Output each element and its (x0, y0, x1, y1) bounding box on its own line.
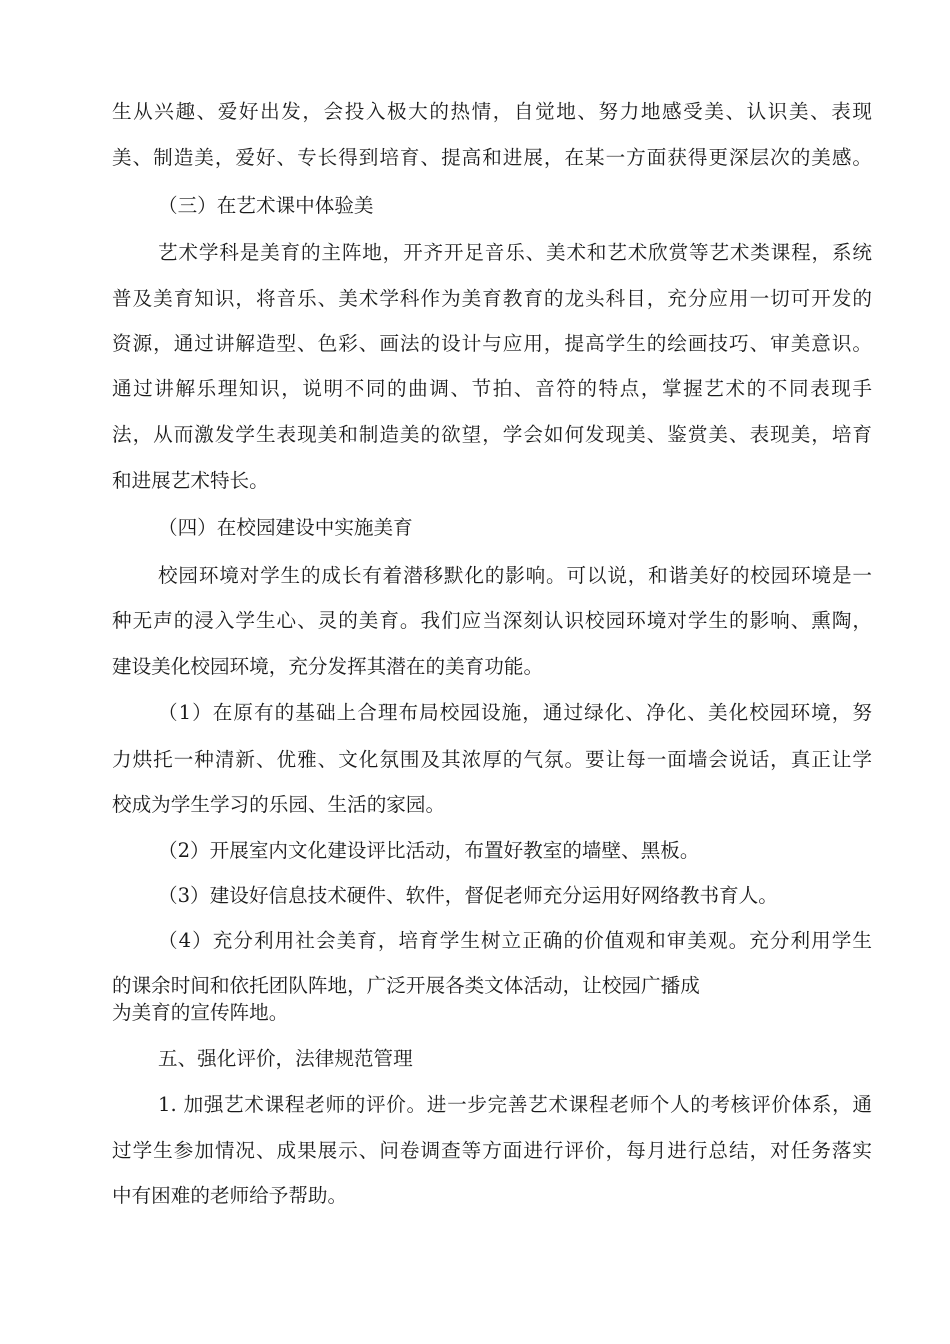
text-line: 力烘托一种清新、优雅、文化氛围及其浓厚的气氛。要让每一面墙会说话，真正让学 (112, 748, 872, 771)
text-line: 过学生参加情况、成果展示、问卷调查等方面进行评价，每月进行总结，对任务落实 (112, 1139, 872, 1162)
text-line: 生从兴趣、爱好出发，会投入极大的热情，自觉地、努力地感受美、认识美、表现 (112, 100, 872, 123)
text-line: 资源，通过讲解造型、色彩、画法的设计与应用，提高学生的绘画技巧、审美意识。 (112, 332, 872, 355)
list-item-1: （1）在原有的基础上合理布局校园设施，通过绿化、净化、美化校园环境，努 (158, 701, 872, 724)
list-item-2: （2）开展室内文化建设评比活动，布置好教室的墙壁、黑板。 (158, 839, 700, 862)
text-line: 校园环境对学生的成长有着潜移默化的影响。可以说，和谐美好的校园环境是一 (158, 564, 872, 587)
text-line: 中有困难的老师给予帮助。 (112, 1184, 348, 1207)
section-heading: （四）在校园建设中实施美育 (158, 516, 413, 539)
list-item-3: （3）建设好信息技术硬件、软件，督促老师充分运用好网络教书育人。 (158, 884, 778, 907)
text-line: 艺术学科是美育的主阵地，开齐开足音乐、美术和艺术欣赏等艺术类课程，系统 (158, 241, 872, 264)
text-line: 通过讲解乐理知识，说明不同的曲调、节拍、音符的特点，掌握艺术的不同表现手 (112, 377, 872, 400)
text-line: 种无声的浸入学生心、灵的美育。我们应当深刻认识校园环境对学生的影响、熏陶， (112, 609, 872, 632)
text-line: 美、制造美，爱好、专长得到培育、提高和进展，在某一方面获得更深层次的美感。 (112, 146, 872, 169)
text-line: 1. 加强艺术课程老师的评价。进一步完善艺术课程老师个人的考核评价体系，通 (158, 1093, 872, 1116)
text-line: 为美育的宣传阵地。 (112, 1001, 289, 1024)
list-item-4: （4）充分利用社会美育，培育学生树立正确的价值观和审美观。充分利用学生 (158, 929, 872, 952)
section-heading: （三）在艺术课中体验美 (158, 194, 374, 217)
text-line: 普及美育知识，将音乐、美术学科作为美育教育的龙头科目，充分应用一切可开发的 (112, 287, 872, 310)
text-line: 和进展艺术特长。 (112, 469, 269, 492)
text-line: 法，从而激发学生表现美和制造美的欲望，学会如何发现美、鉴赏美、表现美，培育 (112, 423, 872, 446)
text-line: 建设美化校园环境，充分发挥其潜在的美育功能。 (112, 655, 544, 678)
text-line: 校成为学生学习的乐园、生活的家园。 (112, 793, 446, 816)
text-line: 的课余时间和依托团队阵地，广泛开展各类文体活动，让校园广播成 (112, 974, 700, 997)
section-heading: 五、强化评价，法律规范管理 (158, 1047, 413, 1070)
